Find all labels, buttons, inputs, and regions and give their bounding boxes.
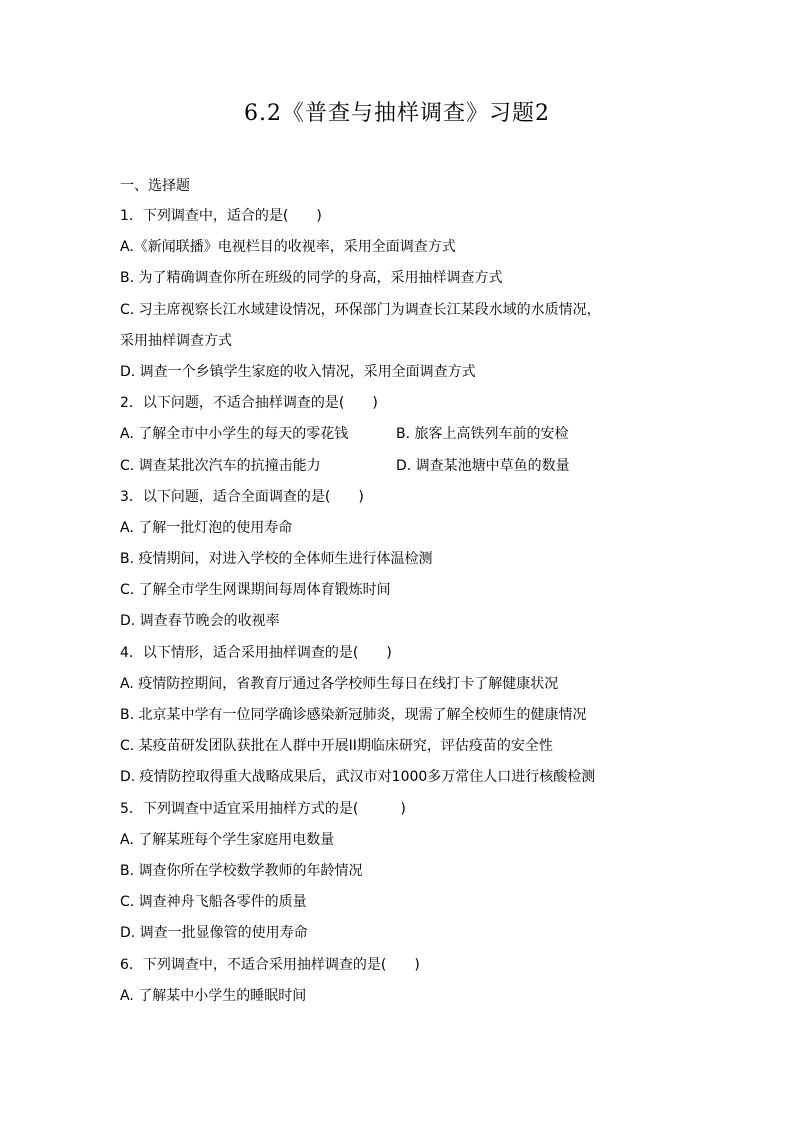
question-2-option-a: A. 了解全市中小学生的每天的零花钱 xyxy=(120,426,349,443)
question-5-option-b: B. 调查你所在学校数学教师的年龄情况 xyxy=(120,862,363,879)
question-5-option-d: D. 调查一批显像管的使用寿命 xyxy=(120,925,308,942)
question-4-option-b: B. 北京某中学有一位同学确诊感染新冠肺炎，现需了解全校师生的健康情况 xyxy=(120,707,587,723)
question-list xyxy=(120,201,680,1012)
question-4-option-c: C. 某疫苗研发团队获批在人群中开展II期临床研究，评估疫苗的安全性 xyxy=(120,738,553,755)
question-1-option-c: C. 习主席视察长江水域建设情况，环保部门为调查长江某段水域的水质情况， xyxy=(120,301,601,318)
section-heading: 一、选择题 xyxy=(120,178,190,194)
question-2-option-d: D. 调查某池塘中草鱼的数量 xyxy=(396,457,570,474)
question-3-option-a: A. 了解一批灯泡的使用寿命 xyxy=(120,519,293,536)
question-1-stem: 1．下列调查中，适合的是( ) xyxy=(120,208,322,224)
question-3-option-c: C. 了解全市学生网课期间每周体育锻炼时间 xyxy=(120,582,391,599)
question-2-options-row-1 xyxy=(120,419,680,450)
question-1-option-d: D. 调查一个乡镇学生家庭的收入情况，采用全面调查方式 xyxy=(120,363,476,380)
question-2-options-row-2 xyxy=(120,451,680,482)
question-3-option-d: D. 调查春节晚会的收视率 xyxy=(120,613,280,630)
question-5-option-a: A. 了解某班每个学生家庭用电数量 xyxy=(120,831,335,848)
question-2-option-c: C. 调查某批次汽车的抗撞击能力 xyxy=(120,457,321,474)
question-3-stem: 3．以下问题，适合全面调查的是( ) xyxy=(120,488,364,505)
question-6-option-a: A. 了解某中小学生的睡眠时间 xyxy=(120,987,307,1004)
question-3-option-b: B. 疫情期间，对进入学校的全体师生进行体温检测 xyxy=(120,551,433,568)
question-6-stem: 6．下列调查中，不适合采用抽样调查的是( ) xyxy=(120,956,420,973)
question-1-option-b: B. 为了精确调查你所在班级的同学的身高，采用抽样调查方式 xyxy=(120,270,503,287)
question-4-stem: 4．以下情形，适合采用抽样调查的是( ) xyxy=(120,644,392,661)
question-1-option-c-continued: 采用抽样调查方式 xyxy=(120,332,232,349)
question-5-stem: 5．下列调查中适宜采用抽样方式的是( ) xyxy=(120,800,406,817)
question-1-option-a: A.《新闻联播》电视栏目的收视率，采用全面调查方式 xyxy=(120,239,456,256)
document-title: 6.2《普查与抽样调查》习题2 xyxy=(244,101,550,126)
question-2-option-b: B. 旅客上高铁列车前的安检 xyxy=(396,426,569,443)
question-2-stem: 2．以下问题，不适合抽样调查的是( ) xyxy=(120,395,378,412)
question-5-option-c: C. 调查神舟飞船各零件的质量 xyxy=(120,894,307,911)
question-4-option-a: A. 疫情防控期间，省教育厅通过各学校师生每日在线打卡了解健康状况 xyxy=(120,675,559,692)
question-4-option-d: D. 疫情防控取得重大战略成果后，武汉市对1000多万常住人口进行核酸检测 xyxy=(120,769,596,786)
